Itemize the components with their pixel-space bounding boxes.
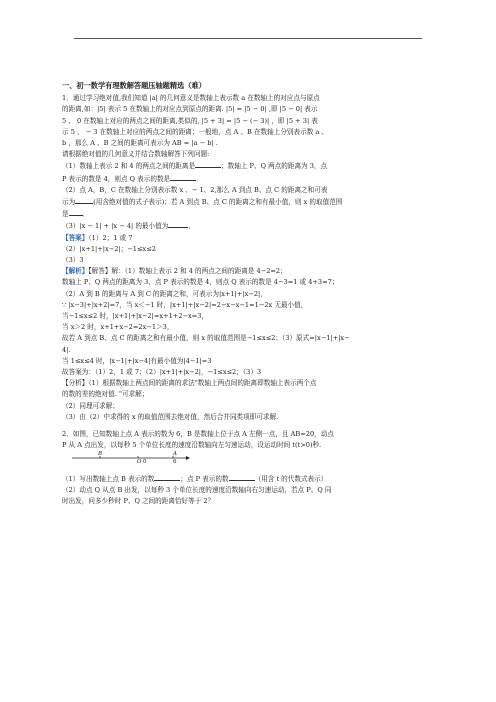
answer-blank[interactable]	[168, 220, 188, 228]
answer-section	[62, 233, 434, 244]
label-o: O	[137, 458, 142, 465]
q1-sub3-text: （3）|x − 1| + |x − 4| 的最小值为	[62, 222, 169, 231]
q2-sub2-line2: 时出发，问多少秒时 P、Q 之间的距离恰好等于 2？	[62, 496, 215, 505]
number-line-svg	[70, 450, 190, 465]
answer-blank[interactable]	[229, 473, 255, 481]
q1-line: 示 5 、 − 3 在数轴上对应的两点之间的距离；一般地，点 A 、B 在数轴上分别表示数 a 、	[62, 127, 329, 136]
question-2	[62, 429, 434, 507]
analysis-tag: 【解析】	[62, 267, 89, 276]
answer-blank[interactable]	[170, 173, 196, 181]
q1-sub2-text: ．	[82, 210, 90, 219]
header-rule	[74, 38, 422, 39]
q2-line: 2．如图，已知数轴上点 A 表示的数为 6，B 是数轴上位于点 A 左侧一点，且 AB=20，动点	[62, 430, 334, 439]
q1-sub2: （2）点 A，B，C 在数轴上分别表示数 x 、− 1、2,那么 A 到点 B、点 C 的距离之和可表	[62, 185, 328, 194]
q1-line: 1．通过学习绝对值,我们知道 |a| 的几何意义是数轴上表示数 a 在数轴上的对应点与原点	[62, 94, 320, 103]
q2-sub2: （2）动点 Q 从点 B 出发，以每秒 3 个单位长度的速度沿数轴向右匀速运动，若点 P、Q 同	[62, 485, 332, 494]
analysis-line: 当 x＞2 时，x+1+x−2=2x−1＞3，	[62, 323, 174, 332]
analysis-line: 数轴上 P、Q 两点的距离为 3，点 P 表示的数是 4，则点 Q 表示的数是 4−3=1 或 4+3=7；	[62, 278, 339, 287]
q1-sub1-line2	[62, 173, 434, 185]
analysis-line: 当−1≤x≤2 时，|x+1|+|x−2|=x+1+2−x=3，	[62, 312, 209, 321]
q1-sub1-text: ；数轴上 P、Q 两点的距离为 3，点	[221, 162, 328, 171]
analysis-line: 【解答】解：（1）数轴上表示 2 和 4 的两点之间的距离是 4−2=2；	[88, 267, 287, 276]
q2-sub1-text: （1）写出数轴上点 B 表示的数	[62, 474, 155, 483]
q1-sub1-text: ．	[196, 174, 203, 183]
answer-blank[interactable]	[154, 473, 180, 481]
analysis-line: 当 1≤x≤4 时，|x−1|+|x−4|有最小值为|4−1|=3	[62, 356, 212, 365]
q2-line: P 从 A 点出发，以每秒 5 个单位长度的速度沿数轴向左匀速运动，设运动时间 t(t>0)秒.	[62, 441, 322, 450]
q1-sub3-text: ．	[188, 222, 195, 231]
fenxi-line: （2）同理可求解；	[62, 401, 119, 410]
fenxi-line: （1）根据数轴上两点间的距离的求法"数轴上两点间的距离即数轴上表示两个点	[88, 379, 317, 388]
q1-sub1-text: P 表示的数是 4，则点 Q 表示的数是	[62, 174, 171, 183]
analysis-line: 故答案为：（1）2，1 或 7；（2）|x+1|+|x−2|，−1≤x≤2；（3）3	[62, 368, 262, 377]
answer-blank[interactable]	[69, 208, 83, 216]
q1-sub2-text: 示为	[62, 198, 76, 207]
analysis-section	[62, 266, 434, 277]
q1-sub3	[62, 220, 434, 232]
q1-sub2-text: (用含绝对值的式子表示)；若 A 到点 B、点 C 的距离之和有最小值，则 x 的取值范围	[93, 198, 343, 207]
document-body	[62, 80, 434, 507]
label-a: A	[173, 450, 177, 457]
q1-sub1	[62, 160, 434, 172]
q1-sub2-line2	[62, 196, 434, 208]
question-1	[62, 93, 434, 423]
answer-line: （2）|x+1|+|x−2|；−1≤x≤2	[62, 244, 156, 253]
analysis-line: 故若 A 到点 B、点 C 的距离之和有最小值，则 x 的取值范围是−1≤x≤2；（3）原式=|x−1|+|x−	[62, 334, 350, 343]
arrow-head-icon	[186, 456, 190, 460]
label-zero: 0	[143, 458, 147, 465]
q2-sub1-text: （用含 t 的代数式表示）	[254, 474, 328, 483]
answer-line: （3）3	[62, 256, 84, 265]
q1-sub2-text: 是	[62, 210, 69, 219]
label-six: 6	[173, 458, 177, 465]
fenxi-section	[62, 378, 434, 389]
q2-sub1-text: ；点 P 表示的数	[180, 474, 229, 483]
q2-sub1	[62, 473, 434, 485]
q1-line: 的距离,如：|5| 表示 5 在数轴上的对应点到原点的距离. |5| = |5 − 0| ,即 |5 − 0| 表示	[62, 105, 318, 114]
fenxi-tag: 【分析】	[62, 379, 89, 388]
label-b: B	[98, 450, 103, 457]
answer-blank[interactable]	[75, 196, 93, 204]
q1-line: b ，那么 A 、B 之间的距离可表示为 AB = |a − b| .	[62, 139, 218, 148]
q1-line: 请根据绝对值的几何意义并结合数轴解答下列问题:	[62, 150, 210, 159]
section-title: 一、初一数学有理数解答题压轴题精选（难）	[62, 81, 206, 90]
analysis-line: ∵ |x−3|+|x+2|=7，当 x＜−1 时，|x+1|+|x−2|=2−x−x−1=1−2x 无最小值，	[62, 300, 308, 309]
q1-sub2-line3	[62, 208, 434, 220]
q1-sub1-text: （1）数轴上表示 2 和 4 的两点之间的距离是	[62, 162, 196, 171]
answer-tag: 【答案】	[62, 233, 89, 242]
answer-blank[interactable]	[195, 160, 221, 168]
fenxi-line: （3）由（2）中求得的 x 的取值范围去绝对值，然后合并同类项即可求解.	[62, 412, 279, 421]
analysis-line: （2）A 到 B 的距离与 A 到 C 的距离之和，可表示为|x+1|+|x−2|，	[62, 289, 267, 298]
q1-line: 5 、 0 在数轴上对应的两点之间的距离,类似的, |5 + 3| = |5 − (− 3)| ，即 |5 + 3| 表	[62, 116, 318, 125]
number-line-figure	[62, 450, 434, 471]
answer-line: （1）2；1 或 7	[88, 233, 133, 242]
fenxi-line: 的数的差的绝对值. "可求解；	[62, 390, 149, 399]
analysis-line: 4|.	[62, 345, 71, 354]
